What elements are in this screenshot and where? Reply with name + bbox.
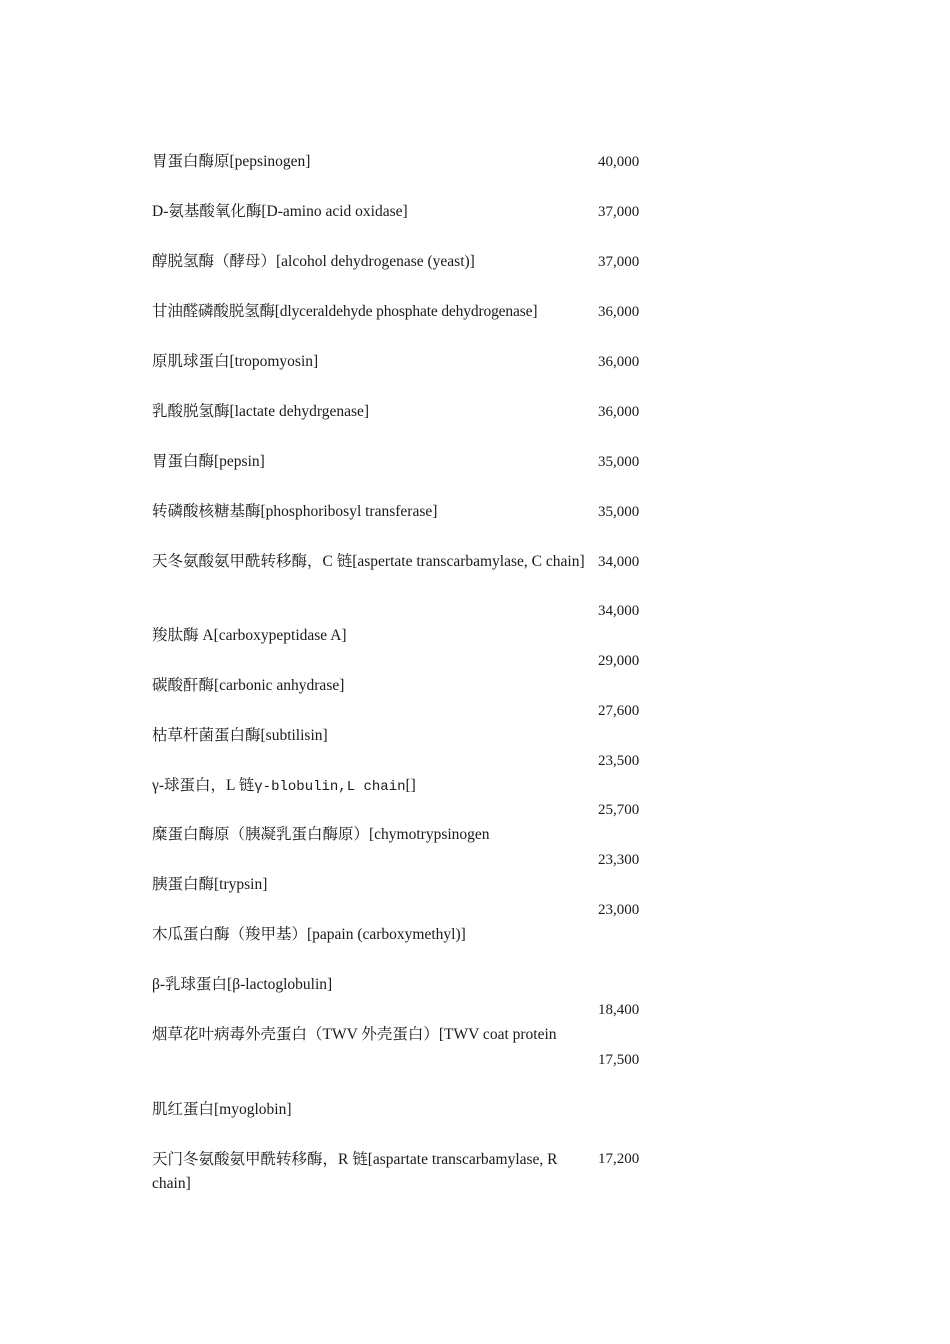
molecular-weight: 36,000 — [598, 404, 640, 420]
protein-name: 烟草花叶病毒外壳蛋白（TWV 外壳蛋白）[TWV coat protein — [152, 1026, 557, 1043]
molecular-weight: 27,600 — [598, 703, 640, 719]
molecular-weight: 35,000 — [598, 504, 640, 520]
molecular-weight: 18,400 — [598, 1002, 640, 1018]
protein-name: 羧肽酶 A[carboxypeptidase A] — [152, 627, 347, 644]
molecular-weight: 23,000 — [598, 902, 640, 918]
protein-name: 胰蛋白酶[trypsin] — [152, 876, 268, 893]
protein-name: 转磷酸核糖基酶[phosphoribosyl transferase] — [152, 503, 438, 520]
protein-name: 碳酸酐酶[carbonic anhydrase] — [152, 677, 345, 694]
protein-name: 枯草杆菌蛋白酶[subtilisin] — [152, 727, 328, 744]
molecular-weight: 29,000 — [598, 653, 640, 669]
molecular-weight: 34,000 — [598, 603, 640, 619]
protein-name: 胃蛋白酶原[pepsinogen] — [152, 153, 311, 170]
protein-name: β-乳球蛋白[β-lactoglobulin] — [152, 976, 333, 993]
molecular-weight: 23,500 — [598, 753, 640, 769]
protein-name: 木瓜蛋白酶（羧甲基）[papain (carboxymethyl)] — [152, 926, 466, 943]
molecular-weight: 37,000 — [598, 254, 640, 270]
molecular-weight: 36,000 — [598, 354, 640, 370]
protein-name: 醇脱氢酶（酵母）[alcohol dehydrogenase (yeast)] — [152, 253, 475, 270]
protein-name-bracket: [] — [405, 777, 416, 794]
protein-name-en: γ-blobulin,L chain — [254, 779, 406, 795]
molecular-weight: 37,000 — [598, 204, 640, 220]
protein-name: 原肌球蛋白[tropomyosin] — [152, 353, 319, 370]
protein-name: 胃蛋白酶[pepsin] — [152, 453, 265, 470]
protein-name: 糜蛋白酶原（胰凝乳蛋白酶原）[chymotrypsinogen — [152, 826, 490, 843]
protein-name — [152, 774, 596, 799]
protein-name-cn: γ-球蛋白，L 链 — [152, 777, 255, 794]
protein-name: 天门冬氨酸氨甲酰转移酶，R 链[aspartate transcarbamylase, R chain] — [152, 1151, 558, 1192]
molecular-weight: 23,300 — [598, 852, 640, 868]
molecular-weight: 25,700 — [598, 802, 640, 818]
molecular-weight: 34,000 — [598, 554, 640, 570]
protein-name: 乳酸脱氢酶[lactate dehydrgenase] — [152, 403, 370, 420]
protein-name: D-氨基酸氧化酶[D-amino acid oxidase] — [152, 203, 408, 220]
molecular-weight: 36,000 — [598, 304, 640, 320]
protein-name: 天冬氨酸氨甲酰转移酶，C 链[aspertate transcarbamylase, C chain] — [152, 553, 585, 570]
molecular-weight: 35,000 — [598, 454, 640, 470]
protein-name: 甘油醛磷酸脱氢酶[dlyceraldehyde phosphate dehydrogenase] — [152, 303, 538, 320]
molecular-weight: 17,500 — [598, 1052, 640, 1068]
molecular-weight: 40,000 — [598, 154, 640, 170]
molecular-weight: 17,200 — [598, 1151, 640, 1167]
protein-name: 肌红蛋白[myoglobin] — [152, 1101, 292, 1118]
